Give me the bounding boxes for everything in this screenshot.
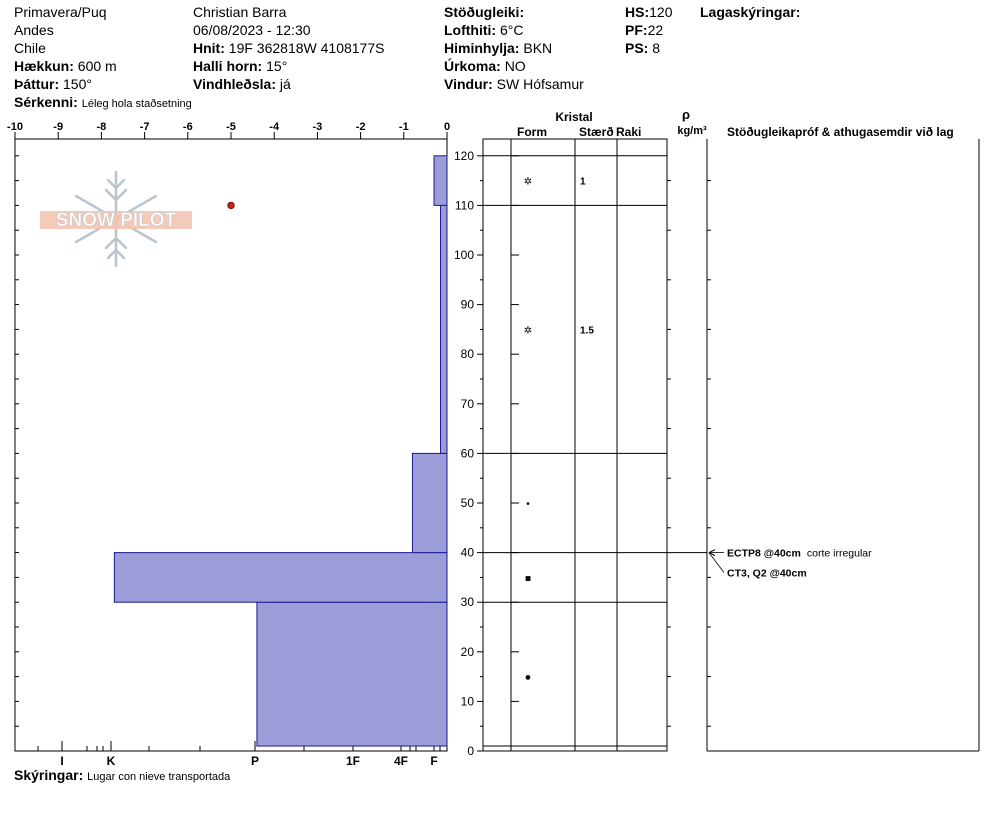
datetime: 06/08/2023 - 12:30 — [193, 22, 311, 38]
crystal-form-symbol: ● — [524, 671, 532, 684]
col-stability-tests: Stöðugleikapróf & athugasemdir við lag — [727, 125, 954, 139]
crystal-size: 1 — [580, 176, 586, 188]
crystal-form-symbol: ■ — [524, 573, 532, 585]
snowpilot-logo — [40, 172, 192, 266]
temp-tick-label: -9 — [53, 121, 64, 133]
feature: Sérkenni: Léleg hola staðsetning — [14, 94, 192, 110]
col-crystal: Kristal — [555, 110, 593, 124]
coordinates: Hnit: 19F 362818W 4108177S — [193, 40, 385, 56]
temp-tick-label: -7 — [139, 121, 150, 133]
height-tick-label: 80 — [460, 347, 474, 362]
sky-cover: Himinhylja: BKN — [444, 40, 553, 56]
observer: Christian Barra — [193, 4, 287, 20]
crystal-form-symbol: • — [526, 499, 530, 510]
hardness-tick-label: F — [430, 754, 438, 768]
hardness-bar — [114, 553, 447, 603]
temperature-point — [228, 202, 234, 208]
height-tick-label: 60 — [460, 446, 474, 461]
ps: PS: 8 — [625, 40, 661, 56]
test-leader-line — [709, 553, 724, 573]
crystal-form-symbol: ✲ — [523, 176, 533, 188]
crystal-size: 1.5 — [580, 325, 594, 337]
temp-tick-label: -3 — [312, 121, 323, 133]
pf: PF:22 — [625, 22, 664, 38]
temp-tick-label: -10 — [7, 121, 23, 133]
height-tick-label: 70 — [460, 396, 474, 411]
temp-tick-label: -1 — [398, 121, 409, 133]
col-size: Stærð — [579, 125, 614, 139]
hardness-bar — [257, 602, 447, 746]
stability-test-result: CT3, Q2 @40cm — [727, 567, 807, 580]
temp-tick-label: 0 — [443, 121, 451, 133]
temp-tick-label: -6 — [182, 121, 193, 133]
hardness-tick-label: 1F — [345, 754, 361, 768]
stability: Stöðugleiki: — [444, 4, 525, 20]
location: Primavera/Puq — [14, 4, 107, 20]
height-tick-label: 110 — [454, 198, 474, 213]
precipitation: Úrkoma: NO — [444, 58, 526, 74]
temp-tick-label: -8 — [96, 121, 107, 133]
aspect: Þáttur: 150° — [14, 76, 92, 92]
height-tick-label: 10 — [460, 694, 474, 709]
hardness-tick-label: P — [250, 754, 260, 768]
hardness-bar — [441, 205, 447, 453]
wind: Vindur: SW Hófsamur — [444, 76, 584, 92]
hardness-tick-label: 4F — [393, 754, 409, 768]
hs: HS:120 — [625, 4, 673, 20]
height-tick-label: 90 — [460, 297, 474, 312]
wind-loading: Vindhleðsla: já — [193, 76, 291, 92]
col-moisture: Raki — [616, 125, 642, 139]
hardness-tick-label: K — [106, 754, 116, 768]
layer-notes-label: Lagaskýringar: — [700, 4, 801, 20]
height-tick-label: 120 — [453, 148, 474, 163]
height-tick-label: 0 — [467, 744, 474, 758]
slope-angle: Halli horn: 15° — [193, 58, 288, 74]
height-tick-label: 40 — [460, 545, 474, 560]
elevation: Hækkun: 600 m — [14, 58, 117, 74]
col-form: Form — [517, 125, 547, 139]
air-temp: Lofthiti: 6°C — [444, 22, 524, 38]
col-rho: ρ — [681, 107, 691, 122]
country: Chile — [14, 40, 46, 56]
logo-text: SNOW PILOT — [55, 210, 177, 231]
col-density-unit: kg/m³ — [677, 125, 707, 137]
crystal-form-symbol: ✲ — [523, 325, 533, 337]
footer-notes: Skýringar: Lugar con nieve transportada — [14, 767, 231, 783]
stability-test-result: ECTP8 @40cm corte irregular — [727, 547, 872, 560]
hardness-bar — [434, 156, 447, 206]
temp-tick-label: -5 — [226, 121, 236, 133]
hardness-bar — [412, 453, 447, 552]
temp-tick-label: -4 — [269, 121, 280, 133]
mountain-range: Andes — [14, 22, 54, 38]
hardness-tick-label: I — [60, 754, 64, 768]
height-tick-label: 100 — [453, 248, 474, 262]
height-tick-label: 50 — [460, 496, 474, 510]
temp-tick-label: -2 — [355, 121, 366, 133]
height-tick-label: 30 — [460, 595, 474, 610]
height-tick-label: 20 — [460, 644, 474, 659]
